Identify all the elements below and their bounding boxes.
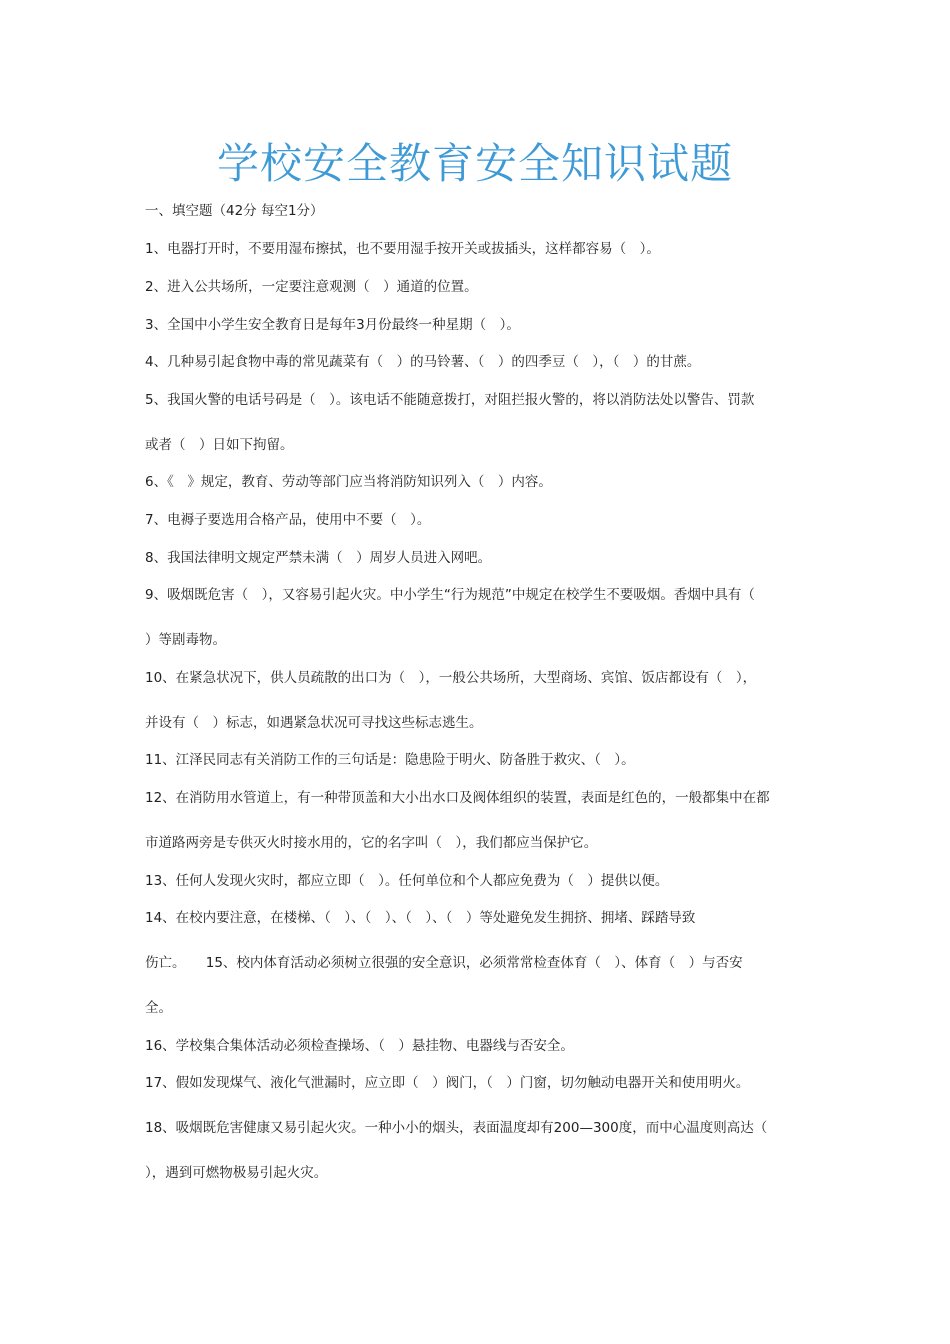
question-line: 14、在校内要注意，在楼梯、（ ）、（ ）、（ ）、（ ）等处避免发生拥挤、拥堵、踩踏导致 [145,910,696,926]
question-line: 18、吸烟既危害健康又易引起火灾。一种小小的烟头，表面温度却有200—300度，而中心温度则高达（ [145,1120,768,1136]
question-line: 13、任何人发现火灾时，都应立即（ ）。任何单位和个人都应免费为（ ）提供以便。 [145,873,669,889]
question-line: 全。 [145,1000,172,1016]
question-line: 9、吸烟既危害（ ），又容易引起火灾。中小学生“行为规范”中规定在校学生不要吸烟。香烟中具有（ [145,587,755,603]
question-line: ）等剧毒物。 [145,632,226,648]
document-title: 学校安全教育安全知识试题 [216,139,733,188]
question-line: 8、我国法律明文规定严禁未满（ ）周岁人员进入网吧。 [145,550,492,566]
question-line: ），遇到可燃物极易引起火灾。 [145,1165,328,1181]
question-line: 市道路两旁是专供灭火时接水用的，它的名字叫（ ），我们都应当保护它。 [145,835,598,851]
question-line: 12、在消防用水管道上，有一种带顶盖和大小出水口及阀体组织的装置，表面是红色的，一般都集中在都 [145,790,770,806]
question-line: 6、《 》规定，教育、劳动等部门应当将消防知识列入（ ）内容。 [145,474,552,490]
question-line: 3、全国中小学生安全教育日是每年3月份最终一种星期（ ）。 [145,317,520,333]
question-line: 4、几种易引起食物中毒的常见蔬菜有（ ）的马铃薯、（ ）的四季豆（ ），（ ）的甘蔗。 [145,354,701,370]
question-line: 10、在紧急状况下，供人员疏散的出口为（ ），一般公共场所，大型商场、宾馆、饭店都设有（ ）， [145,670,757,686]
question-line: 1、电器打开时，不要用湿布擦拭，也不要用湿手按开关或拔插头，这样都容易（ ）。 [145,241,660,257]
question-line: 5、我国火警的电话号码是（ ）。该电话不能随意拨打，对阻拦报火警的，将以消防法处以警告、罚款 [145,392,755,408]
question-line: 伤亡。 15、校内体育活动必须树立很强的安全意识，必须常常检查体育（ ）、体育（ ）与否安 [145,955,743,971]
question-line: 2、进入公共场所，一定要注意观测（ ）通道的位置。 [145,279,478,295]
question-line: 16、学校集合集体活动必须检查操场、（ ）悬挂物、电器线与否安全。 [145,1038,574,1054]
question-line: 11、江泽民同志有关消防工作的三句话是：隐患险于明火、防备胜于救灾、（ ）。 [145,752,635,768]
section-heading: 一、填空题（42分 每空1分） [145,203,324,219]
question-line: 7、电褥子要选用合格产品，使用中不要（ ）。 [145,512,431,528]
question-line: 17、假如发现煤气、液化气泄漏时，应立即（ ）阀门，（ ）门窗，切勿触动电器开关和使用明火。 [145,1075,750,1091]
question-line: 或者（ ）日如下拘留。 [145,437,294,453]
question-line: 并设有（ ）标志，如遇紧急状况可寻找这些标志逃生。 [145,715,483,731]
